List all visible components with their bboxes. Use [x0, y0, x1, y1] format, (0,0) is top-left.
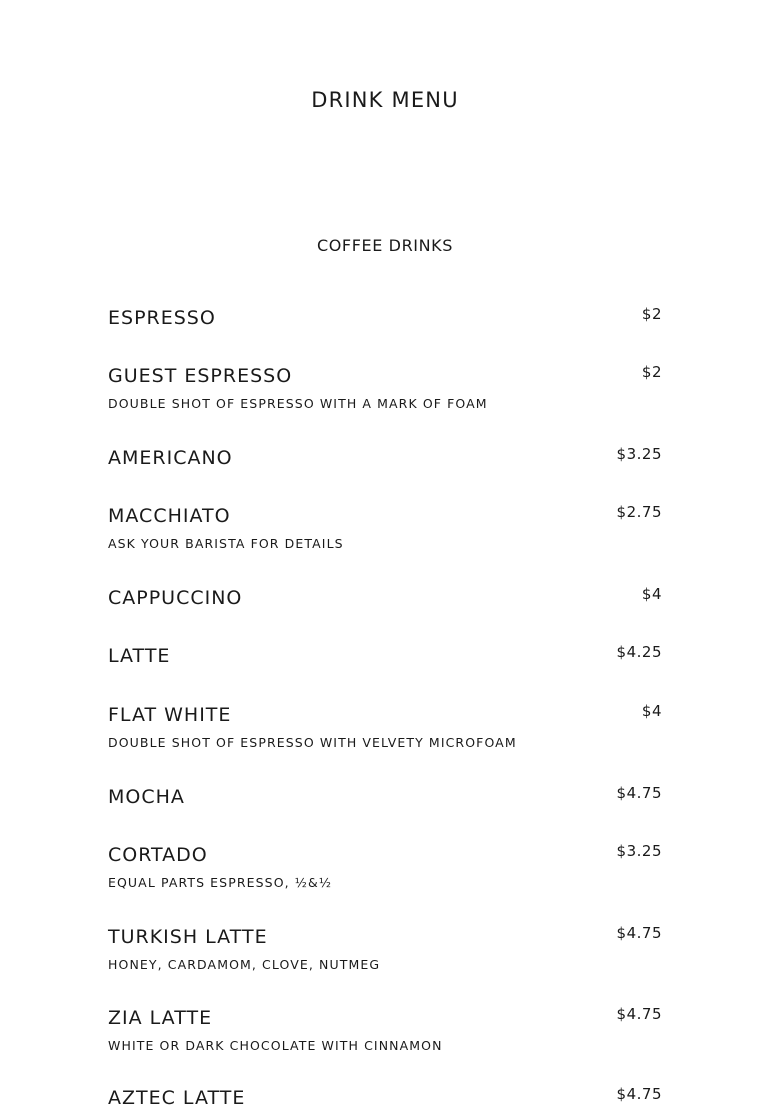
- item-name: ESPRESSO: [108, 307, 216, 329]
- item-name: CORTADO: [108, 844, 208, 866]
- section-title-coffee-drinks: COFFEE DRINKS: [316, 236, 454, 255]
- item-price: $4.75: [616, 1085, 662, 1103]
- item-description: WHITE OR DARK CHOCOLATE WITH CINNAMON: [108, 1038, 443, 1053]
- item-price: $4: [641, 702, 662, 720]
- item-name: CAPPUCCINO: [108, 587, 243, 609]
- item-name: GUEST ESPRESSO: [108, 365, 293, 387]
- item-price: $4.75: [616, 924, 662, 942]
- item-name: TURKISH LATTE: [108, 926, 268, 948]
- item-name: AZTEC LATTE: [108, 1087, 246, 1109]
- item-price: $4: [641, 585, 662, 603]
- item-price: $4.75: [616, 784, 662, 802]
- item-price: $3.25: [616, 842, 662, 860]
- menu-title: DRINK MENU: [311, 88, 459, 112]
- item-name: ZIA LATTE: [108, 1007, 213, 1029]
- item-price: $2: [641, 363, 662, 381]
- item-price: $2.75: [616, 503, 662, 521]
- item-description: EQUAL PARTS ESPRESSO, ½&½: [108, 875, 333, 890]
- item-name: LATTE: [108, 645, 171, 667]
- item-description: HONEY, CARDAMOM, CLOVE, NUTMEG: [108, 957, 381, 972]
- item-name: MOCHA: [108, 786, 185, 808]
- item-description: ASK YOUR BARISTA FOR DETAILS: [108, 536, 344, 551]
- item-description: DOUBLE SHOT OF ESPRESSO WITH A MARK OF FOAM: [108, 396, 488, 411]
- item-price: $3.25: [616, 445, 662, 463]
- item-name: FLAT WHITE: [108, 704, 232, 726]
- item-name: AMERICANO: [108, 447, 233, 469]
- item-price: $2: [641, 305, 662, 323]
- item-name: MACCHIATO: [108, 505, 231, 527]
- item-description: DOUBLE SHOT OF ESPRESSO WITH VELVETY MICROFOAM: [108, 735, 517, 750]
- item-price: $4.25: [616, 643, 662, 661]
- item-price: $4.75: [616, 1005, 662, 1023]
